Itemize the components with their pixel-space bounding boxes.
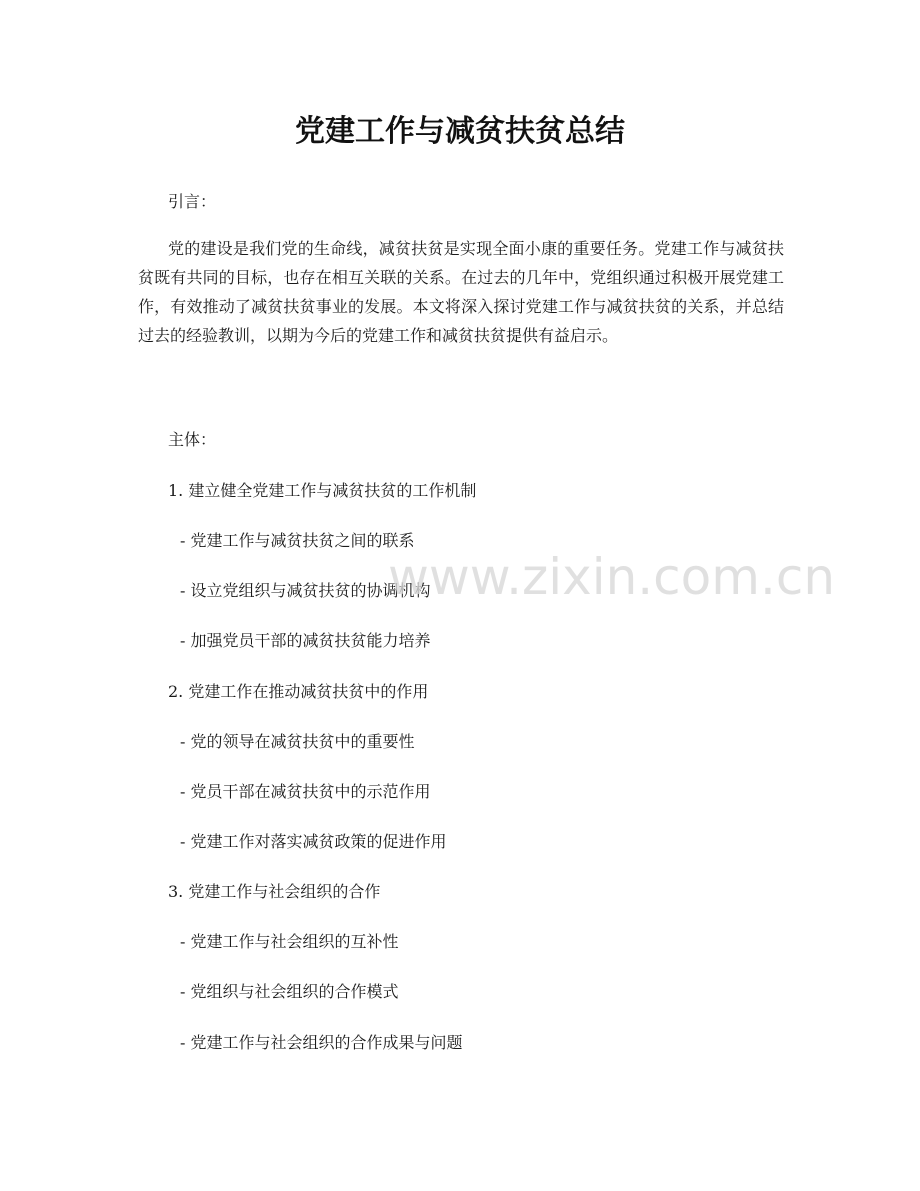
section-1-item-1: - 党建工作与减贫扶贫之间的联系 — [180, 531, 415, 550]
section-heading-1: 1. 建立健全党建工作与减贫扶贫的工作机制 — [168, 481, 477, 500]
document-title: 党建工作与减贫扶贫总结 — [295, 114, 625, 149]
section-2-item-3: - 党建工作对落实减贫政策的促进作用 — [180, 832, 447, 851]
section-1-item-2: - 设立党组织与减贫扶贫的协调机构 — [180, 581, 431, 600]
section-1-item-3: - 加强党员干部的减贫扶贫能力培养 — [180, 631, 431, 650]
section-3-item-1: - 党建工作与社会组织的互补性 — [180, 932, 399, 951]
section-2-item-1: - 党的领导在减贫扶贫中的重要性 — [180, 732, 415, 751]
section-2-item-2: - 党员干部在减贫扶贫中的示范作用 — [180, 782, 431, 801]
section-3-item-2: - 党组织与社会组织的合作模式 — [180, 982, 399, 1001]
section-3-item-3: - 党建工作与社会组织的合作成果与问题 — [180, 1033, 463, 1052]
section-heading-2: 2. 党建工作在推动减贫扶贫中的作用 — [168, 682, 429, 701]
intro-label: 引言： — [168, 192, 217, 211]
watermark: www.zixin.com.cn — [388, 548, 836, 606]
main-label: 主体： — [168, 430, 217, 449]
section-heading-3: 3. 党建工作与社会组织的合作 — [168, 882, 381, 901]
intro-paragraph: 党的建设是我们党的生命线，减贫扶贫是实现全面小康的重要任务。党建工作与减贫扶贫既有共同的目标，也存在相互关联的关系。在过去的几年中，党组织通过积极开展党建工作，有效推动了减贫扶贫事业的发展。本文将深入探讨党建工作与减贫扶贫的关系，并总结过去的经验教训，以期为今后的党建工作和减贫扶贫提供有益启示。 — [138, 239, 784, 345]
